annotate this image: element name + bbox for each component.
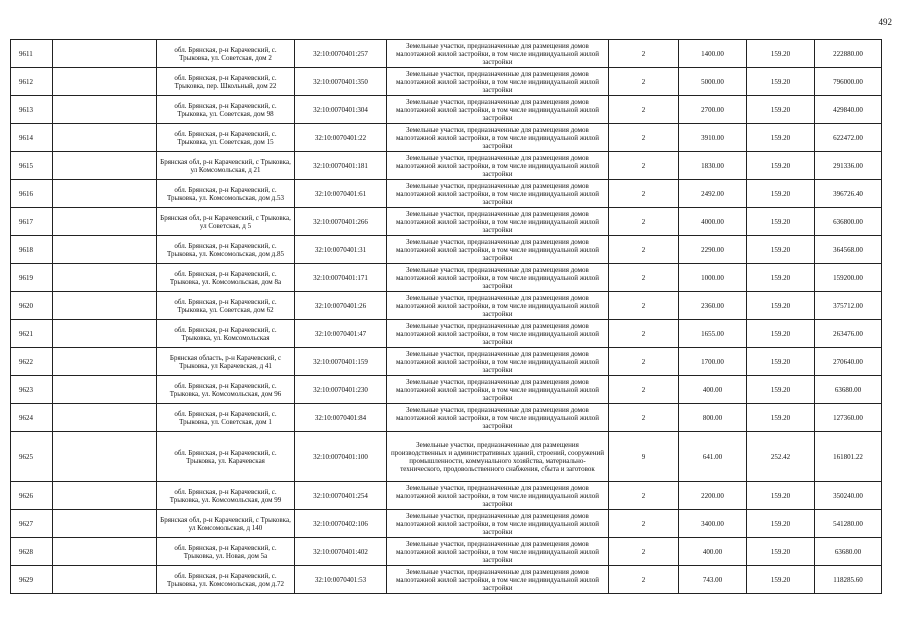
table-row — [11, 566, 882, 594]
land-use-cell: Земельные участки, предназначенные для размещения домов малоэтажной жилой застройки, в том числе индивидуальной жилой застройки — [387, 482, 609, 510]
table-row — [11, 96, 882, 124]
cadastral-number-cell: 32:10:0070401:181 — [295, 152, 387, 180]
cadastral-value-cell: 161801.22 — [815, 432, 882, 482]
land-use-cell: Земельные участки, предназначенные для размещения домов малоэтажной жилой застройки, в том числе индивидуальной жилой застройки — [387, 236, 609, 264]
land-use-cell: Земельные участки, предназначенные для размещения домов малоэтажной жилой застройки, в том числе индивидуальной жилой застройки — [387, 180, 609, 208]
group-number-cell: 2 — [609, 208, 679, 236]
area-cell: 2200.00 — [679, 482, 747, 510]
area-cell: 4000.00 — [679, 208, 747, 236]
cadastral-number-cell: 32:10:0070401:254 — [295, 482, 387, 510]
cadastral-number-cell: 32:10:0070401:171 — [295, 264, 387, 292]
cadastral-value-cell: 159200.00 — [815, 264, 882, 292]
spacer-cell — [53, 124, 157, 152]
land-use-cell: Земельные участки, предназначенные для размещения домов малоэтажной жилой застройки, в том числе индивидуальной жилой застройки — [387, 40, 609, 68]
row-number-cell: 9612 — [11, 68, 53, 96]
cadastral-number-cell: 32:10:0070401:266 — [295, 208, 387, 236]
spacer-cell — [53, 538, 157, 566]
cadastral-value-cell: 63680.00 — [815, 376, 882, 404]
row-number-cell: 9623 — [11, 376, 53, 404]
spacer-cell — [53, 236, 157, 264]
group-number-cell: 2 — [609, 566, 679, 594]
cadastral-value-cell: 796000.00 — [815, 68, 882, 96]
spacer-cell — [53, 432, 157, 482]
land-use-cell: Земельные участки, предназначенные для размещения домов малоэтажной жилой застройки, в том числе индивидуальной жилой застройки — [387, 566, 609, 594]
land-use-cell: Земельные участки, предназначенные для размещения домов малоэтажной жилой застройки, в том числе индивидуальной жилой застройки — [387, 292, 609, 320]
spacer-cell — [53, 404, 157, 432]
area-cell: 1000.00 — [679, 264, 747, 292]
specific-value-cell: 159.20 — [747, 566, 815, 594]
spacer-cell — [53, 566, 157, 594]
address-cell: обл. Брянская, р-н Карачевский, с. Трыковка, ул. Советская, дом 98 — [157, 96, 295, 124]
spacer-cell — [53, 510, 157, 538]
address-cell: Брянская область, р-н Карачевский, с Трыковка, ул Карачевская, д 41 — [157, 348, 295, 376]
spacer-cell — [53, 264, 157, 292]
area-cell: 800.00 — [679, 404, 747, 432]
cadastral-number-cell: 32:10:0070401:100 — [295, 432, 387, 482]
cadastral-number-cell: 32:10:0070401:53 — [295, 566, 387, 594]
table-row — [11, 292, 882, 320]
group-number-cell: 2 — [609, 96, 679, 124]
table-row — [11, 264, 882, 292]
cadastral-value-cell: 263476.00 — [815, 320, 882, 348]
cadastral-number-cell: 32:10:0070401:159 — [295, 348, 387, 376]
address-cell: Брянская обл, р-н Карачевский, с Трыковка, ул Советская, д 5 — [157, 208, 295, 236]
address-cell: обл. Брянская, р-н Карачевский, с. Трыковка, ул. Комсомольская, дом д.72 — [157, 566, 295, 594]
cadastral-value-cell: 636800.00 — [815, 208, 882, 236]
group-number-cell: 2 — [609, 376, 679, 404]
cadastral-number-cell: 32:10:0070401:26 — [295, 292, 387, 320]
spacer-cell — [53, 292, 157, 320]
specific-value-cell: 252.42 — [747, 432, 815, 482]
spacer-cell — [53, 208, 157, 236]
specific-value-cell: 159.20 — [747, 152, 815, 180]
table-row — [11, 236, 882, 264]
spacer-cell — [53, 180, 157, 208]
spacer-cell — [53, 96, 157, 124]
row-number-cell: 9619 — [11, 264, 53, 292]
spacer-cell — [53, 152, 157, 180]
specific-value-cell: 159.20 — [747, 320, 815, 348]
cadastral-value-cell: 396726.40 — [815, 180, 882, 208]
row-number-cell: 9626 — [11, 482, 53, 510]
specific-value-cell: 159.20 — [747, 538, 815, 566]
table-row — [11, 40, 882, 68]
specific-value-cell: 159.20 — [747, 96, 815, 124]
area-cell: 2700.00 — [679, 96, 747, 124]
specific-value-cell: 159.20 — [747, 208, 815, 236]
address-cell: обл. Брянская, р-н Карачевский, с. Трыковка, ул. Советская, дом 15 — [157, 124, 295, 152]
spacer-cell — [53, 376, 157, 404]
address-cell: обл. Брянская, р-н Карачевский, с. Трыковка, ул. Комсомольская, дом 96 — [157, 376, 295, 404]
area-cell: 1400.00 — [679, 40, 747, 68]
address-cell: обл. Брянская, р-н Карачевский, с. Трыковка, ул. Комсомольская, дом д.53 — [157, 180, 295, 208]
spacer-cell — [53, 68, 157, 96]
area-cell: 1655.00 — [679, 320, 747, 348]
cadastral-number-cell: 32:10:0070402:106 — [295, 510, 387, 538]
row-number-cell: 9613 — [11, 96, 53, 124]
address-cell: Брянская обл, р-н Карачевский, с Трыковка, ул Комсомольская, д 21 — [157, 152, 295, 180]
table-row — [11, 510, 882, 538]
area-cell: 2492.00 — [679, 180, 747, 208]
land-use-cell: Земельные участки, предназначенные для размещения домов малоэтажной жилой застройки, в том числе индивидуальной жилой застройки — [387, 68, 609, 96]
group-number-cell: 2 — [609, 124, 679, 152]
cadastral-number-cell: 32:10:0070401:84 — [295, 404, 387, 432]
cadastral-number-cell: 32:10:0070401:47 — [295, 320, 387, 348]
cadastral-number-cell: 32:10:0070401:350 — [295, 68, 387, 96]
area-cell: 5000.00 — [679, 68, 747, 96]
cadastral-number-cell: 32:10:0070401:230 — [295, 376, 387, 404]
cadastral-number-cell: 32:10:0070401:304 — [295, 96, 387, 124]
cadastral-value-cell: 375712.00 — [815, 292, 882, 320]
area-cell: 1830.00 — [679, 152, 747, 180]
group-number-cell: 2 — [609, 482, 679, 510]
spacer-cell — [53, 40, 157, 68]
group-number-cell: 2 — [609, 404, 679, 432]
address-cell: обл. Брянская, р-н Карачевский, с. Трыковка, ул. Советская, дом 62 — [157, 292, 295, 320]
cadastral-number-cell: 32:10:0070401:402 — [295, 538, 387, 566]
group-number-cell: 2 — [609, 264, 679, 292]
cadastral-value-cell: 222880.00 — [815, 40, 882, 68]
specific-value-cell: 159.20 — [747, 510, 815, 538]
table-row — [11, 432, 882, 482]
page-number: 492 — [878, 17, 892, 27]
specific-value-cell: 159.20 — [747, 236, 815, 264]
area-cell: 3910.00 — [679, 124, 747, 152]
spacer-cell — [53, 320, 157, 348]
cadastral-value-cell: 291336.00 — [815, 152, 882, 180]
spacer-cell — [53, 348, 157, 376]
table-row — [11, 404, 882, 432]
table-row — [11, 538, 882, 566]
cadastral-value-cell: 270640.00 — [815, 348, 882, 376]
group-number-cell: 2 — [609, 320, 679, 348]
table-row — [11, 376, 882, 404]
table-body — [11, 40, 882, 594]
address-cell: обл. Брянская, р-н Карачевский, с. Трыковка, пер. Школьный, дом 22 — [157, 68, 295, 96]
cadastral-value-cell: 63680.00 — [815, 538, 882, 566]
group-number-cell: 2 — [609, 348, 679, 376]
row-number-cell: 9615 — [11, 152, 53, 180]
specific-value-cell: 159.20 — [747, 124, 815, 152]
address-cell: обл. Брянская, р-н Карачевский, с. Трыковка, ул. Комсомольская, дом 8а — [157, 264, 295, 292]
area-cell: 2360.00 — [679, 292, 747, 320]
group-number-cell: 2 — [609, 292, 679, 320]
address-cell: обл. Брянская, р-н Карачевский, с. Трыковка, ул. Комсомольская, дом 99 — [157, 482, 295, 510]
row-number-cell: 9625 — [11, 432, 53, 482]
row-number-cell: 9622 — [11, 348, 53, 376]
table-row — [11, 348, 882, 376]
row-number-cell: 9621 — [11, 320, 53, 348]
land-use-cell: Земельные участки, предназначенные для размещения домов малоэтажной жилой застройки, в том числе индивидуальной жилой застройки — [387, 404, 609, 432]
address-cell: обл. Брянская, р-н Карачевский, с. Трыковка, ул. Новая, дом 5а — [157, 538, 295, 566]
group-number-cell: 2 — [609, 40, 679, 68]
land-use-cell: Земельные участки, предназначенные для размещения домов малоэтажной жилой застройки, в том числе индивидуальной жилой застройки — [387, 208, 609, 236]
address-cell: обл. Брянская, р-н Карачевский, с. Трыковка, ул. Советская, дом 1 — [157, 404, 295, 432]
area-cell: 2290.00 — [679, 236, 747, 264]
table-row — [11, 208, 882, 236]
land-use-cell: Земельные участки, предназначенные для размещения домов малоэтажной жилой застройки, в том числе индивидуальной жилой застройки — [387, 124, 609, 152]
cadastral-number-cell: 32:10:0070401:22 — [295, 124, 387, 152]
row-number-cell: 9628 — [11, 538, 53, 566]
row-number-cell: 9629 — [11, 566, 53, 594]
address-cell: обл. Брянская, р-н Карачевский, с. Трыковка, ул. Карачевская — [157, 432, 295, 482]
row-number-cell: 9618 — [11, 236, 53, 264]
address-cell: обл. Брянская, р-н Карачевский, с. Трыковка, ул. Советская, дом 2 — [157, 40, 295, 68]
cadastral-number-cell: 32:10:0070401:257 — [295, 40, 387, 68]
area-cell: 743.00 — [679, 566, 747, 594]
row-number-cell: 9616 — [11, 180, 53, 208]
area-cell: 1700.00 — [679, 348, 747, 376]
specific-value-cell: 159.20 — [747, 348, 815, 376]
cadastral-value-cell: 350240.00 — [815, 482, 882, 510]
cadastral-number-cell: 32:10:0070401:31 — [295, 236, 387, 264]
cadastral-value-table — [10, 39, 882, 594]
table-row — [11, 152, 882, 180]
table-row — [11, 68, 882, 96]
table-row — [11, 482, 882, 510]
specific-value-cell: 159.20 — [747, 264, 815, 292]
land-use-cell: Земельные участки, предназначенные для размещения производственных и административных зданий, строений, сооружений промышленности, коммунального хозяйства, материально-технического, продовольственного снабжения, сбыта и заготовок — [387, 432, 609, 482]
land-use-cell: Земельные участки, предназначенные для размещения домов малоэтажной жилой застройки, в том числе индивидуальной жилой застройки — [387, 510, 609, 538]
address-cell: Брянская обл, р-н Карачевский, с Трыковка, ул Комсомольская, д 140 — [157, 510, 295, 538]
land-use-cell: Земельные участки, предназначенные для размещения домов малоэтажной жилой застройки, в том числе индивидуальной жилой застройки — [387, 538, 609, 566]
address-cell: обл. Брянская, р-н Карачевский, с. Трыковка, ул. Комсомольская, дом д.85 — [157, 236, 295, 264]
specific-value-cell: 159.20 — [747, 68, 815, 96]
cadastral-value-cell: 541280.00 — [815, 510, 882, 538]
row-number-cell: 9624 — [11, 404, 53, 432]
group-number-cell: 2 — [609, 68, 679, 96]
cadastral-value-cell: 622472.00 — [815, 124, 882, 152]
area-cell: 3400.00 — [679, 510, 747, 538]
row-number-cell: 9614 — [11, 124, 53, 152]
specific-value-cell: 159.20 — [747, 180, 815, 208]
land-use-cell: Земельные участки, предназначенные для размещения домов малоэтажной жилой застройки, в том числе индивидуальной жилой застройки — [387, 348, 609, 376]
row-number-cell: 9627 — [11, 510, 53, 538]
land-use-cell: Земельные участки, предназначенные для размещения домов малоэтажной жилой застройки, в том числе индивидуальной жилой застройки — [387, 376, 609, 404]
area-cell: 400.00 — [679, 538, 747, 566]
table-row — [11, 180, 882, 208]
table-row — [11, 320, 882, 348]
cadastral-value-cell: 118285.60 — [815, 566, 882, 594]
group-number-cell: 9 — [609, 432, 679, 482]
specific-value-cell: 159.20 — [747, 404, 815, 432]
group-number-cell: 2 — [609, 538, 679, 566]
row-number-cell: 9620 — [11, 292, 53, 320]
group-number-cell: 2 — [609, 180, 679, 208]
specific-value-cell: 159.20 — [747, 482, 815, 510]
specific-value-cell: 159.20 — [747, 292, 815, 320]
cadastral-value-cell: 127360.00 — [815, 404, 882, 432]
group-number-cell: 2 — [609, 152, 679, 180]
group-number-cell: 2 — [609, 510, 679, 538]
cadastral-number-cell: 32:10:0070401:61 — [295, 180, 387, 208]
address-cell: обл. Брянская, р-н Карачевский, с. Трыковка, ул. Комсомольская — [157, 320, 295, 348]
land-use-cell: Земельные участки, предназначенные для размещения домов малоэтажной жилой застройки, в том числе индивидуальной жилой застройки — [387, 320, 609, 348]
table-row — [11, 124, 882, 152]
land-use-cell: Земельные участки, предназначенные для размещения домов малоэтажной жилой застройки, в том числе индивидуальной жилой застройки — [387, 152, 609, 180]
row-number-cell: 9611 — [11, 40, 53, 68]
land-use-cell: Земельные участки, предназначенные для размещения домов малоэтажной жилой застройки, в том числе индивидуальной жилой застройки — [387, 96, 609, 124]
group-number-cell: 2 — [609, 236, 679, 264]
area-cell: 641.00 — [679, 432, 747, 482]
cadastral-value-cell: 429840.00 — [815, 96, 882, 124]
land-use-cell: Земельные участки, предназначенные для размещения домов малоэтажной жилой застройки, в том числе индивидуальной жилой застройки — [387, 264, 609, 292]
specific-value-cell: 159.20 — [747, 376, 815, 404]
cadastral-value-cell: 364568.00 — [815, 236, 882, 264]
row-number-cell: 9617 — [11, 208, 53, 236]
spacer-cell — [53, 482, 157, 510]
specific-value-cell: 159.20 — [747, 40, 815, 68]
area-cell: 400.00 — [679, 376, 747, 404]
